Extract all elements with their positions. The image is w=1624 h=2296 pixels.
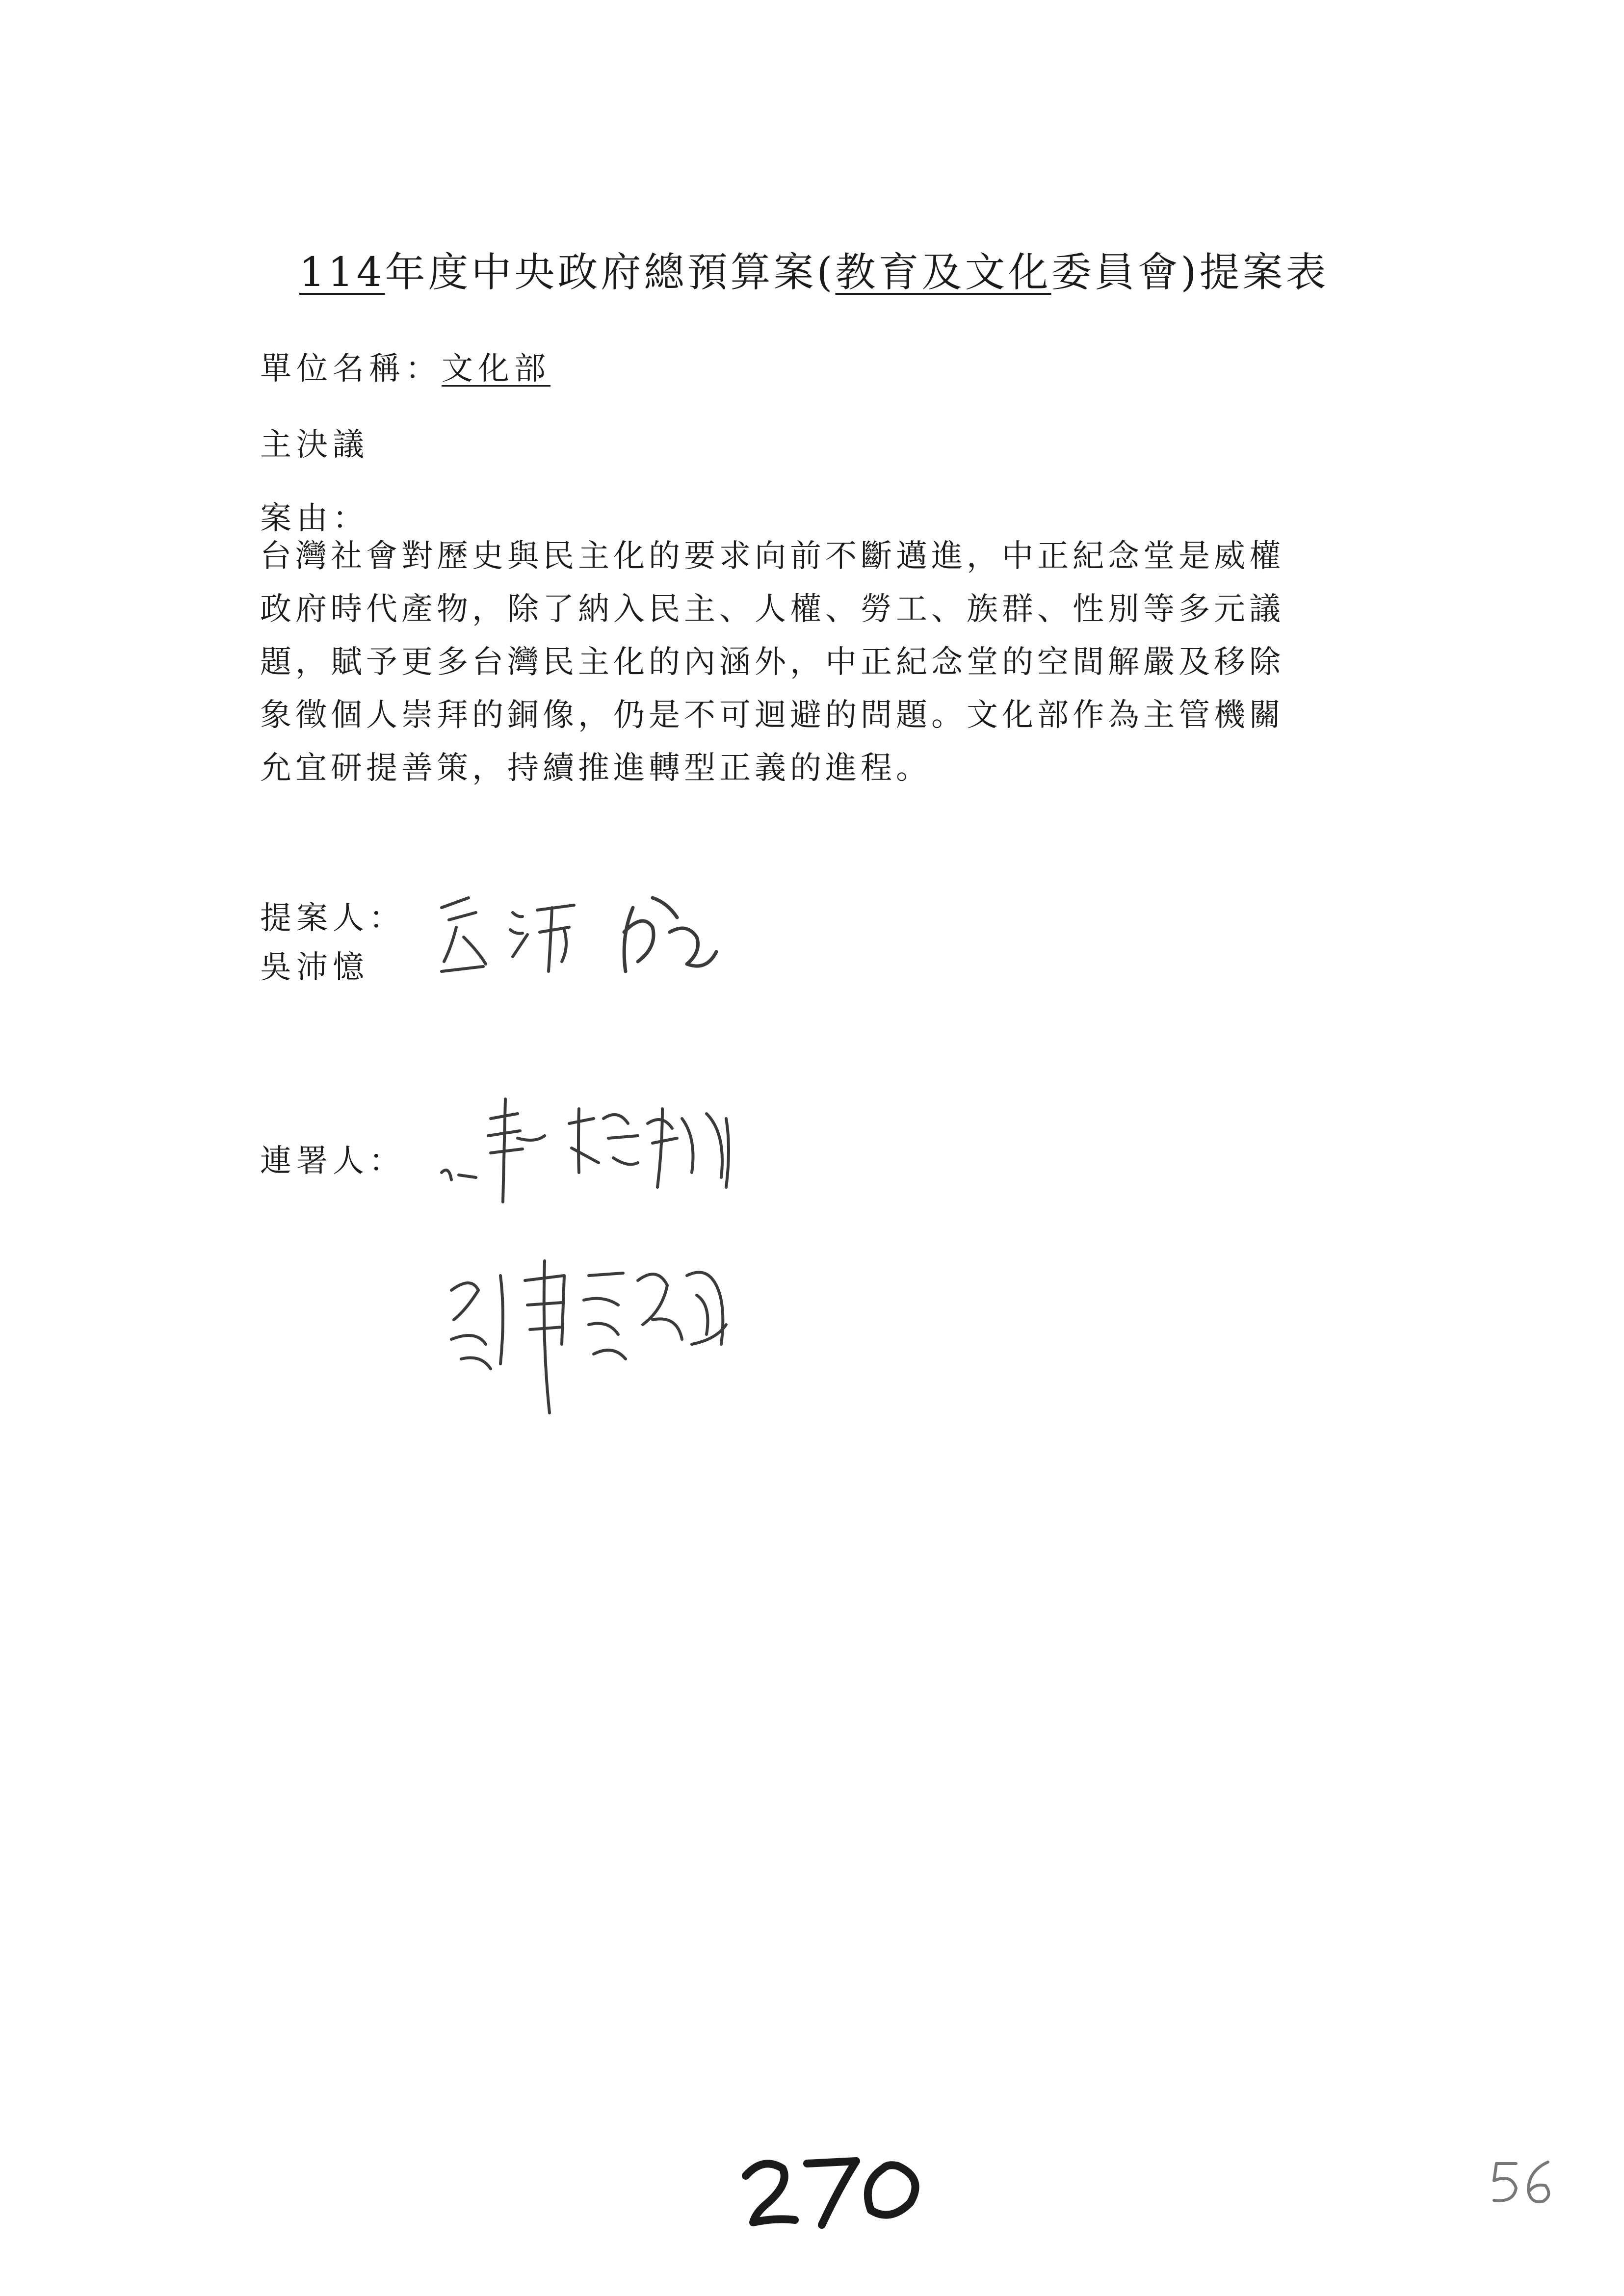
title-end: 委員會)提案表 bbox=[1051, 249, 1329, 296]
title-committee: 教育及文化 bbox=[835, 249, 1051, 296]
reason-line: 象徵個人崇拜的銅像，仍是不可迴避的問題。文化部作為主管機關 bbox=[260, 697, 1284, 733]
cosigner-signature-2 bbox=[432, 1246, 746, 1423]
reason-line: 允宜研提善策，持續推進轉型正義的進程。 bbox=[260, 750, 931, 786]
reason-label: 案由： bbox=[260, 500, 369, 537]
cosigner-signature-1 bbox=[432, 1089, 746, 1217]
title-year: 114 bbox=[299, 249, 385, 296]
proposer-label: 提案人： bbox=[260, 900, 405, 937]
page-title bbox=[299, 240, 1379, 298]
proposer-name: 吳沛憶 bbox=[260, 949, 369, 986]
cosigner-label: 連署人： bbox=[260, 1143, 405, 1179]
resolution-type: 主決議 bbox=[260, 427, 369, 463]
reason-line: 台灣社會對歷史與民主化的要求向前不斷邁進，中正紀念堂是威權 bbox=[260, 538, 1284, 574]
handwritten-number bbox=[736, 2149, 942, 2232]
title-middle: 年度中央政府總預算案( bbox=[385, 249, 836, 296]
unit-value: 文化部 bbox=[442, 351, 550, 387]
proposer-signature bbox=[422, 878, 765, 1006]
reason-text bbox=[260, 530, 1388, 795]
unit-label: 單位名稱： bbox=[260, 351, 442, 387]
unit-row bbox=[260, 343, 550, 389]
reason-line: 題，賦予更多台灣民主化的內涵外，中正紀念堂的空間解嚴及移除 bbox=[260, 644, 1284, 680]
page-number bbox=[1487, 2156, 1560, 2210]
reason-line: 政府時代產物，除了納入民主、人權、勞工、族群、性別等多元議 bbox=[260, 591, 1284, 627]
